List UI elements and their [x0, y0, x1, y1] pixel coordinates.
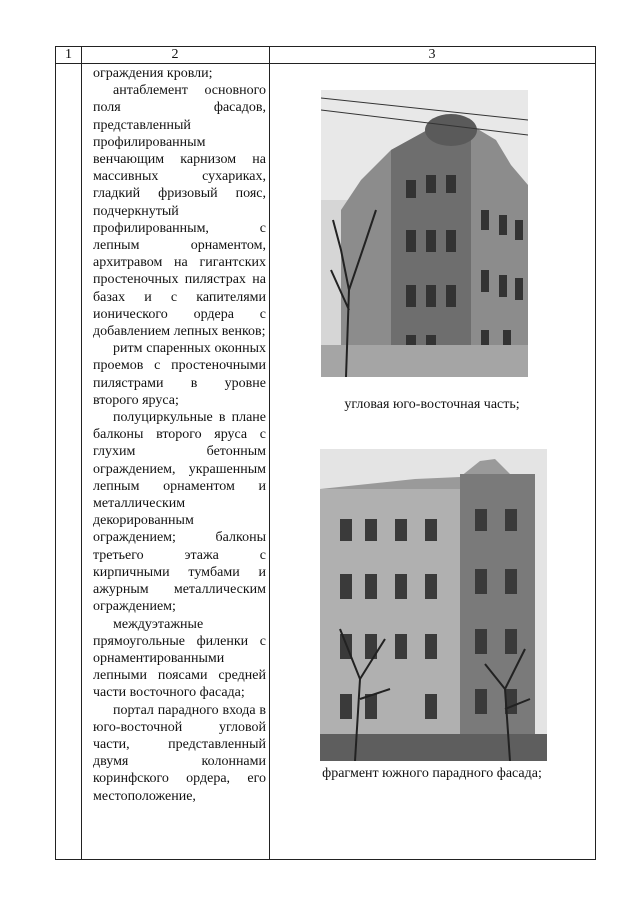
paragraph: антаблемент основного поля фасадов, представленный профилированным венчающим карнизом на массивных сухариках, гладкий фризовый пояс, подчеркнутый профилированным, с лепным орнаментом, архитравом на гигантских простеночных пилястрах на базах и с капителями ионического ордера с добавлением лепных венков;	[93, 83, 266, 340]
figure-caption: фрагмент южного парадного фасада;	[322, 766, 542, 781]
document-table	[55, 46, 596, 860]
paragraph: ограждения кровли;	[93, 66, 213, 81]
header-divider	[56, 63, 595, 64]
column-header-3: 3	[428, 47, 436, 62]
column-divider	[81, 47, 82, 859]
paragraph: портал парадного входа в юго-восточной угловой части, представленный двумя колоннами коринфского ордера, его местоположение,	[93, 702, 266, 804]
building-corner-photo	[321, 90, 528, 377]
column-header-2: 2	[171, 47, 179, 62]
description-text	[93, 65, 266, 805]
paragraph: ритм спаренных оконных проемов с простеночными пилястрами в уровне второго яруса;	[93, 341, 266, 408]
paragraph: междуэтажные прямоугольные филенки с орнаментированными лепными поясами средней части восточного фасада;	[93, 616, 266, 701]
south-facade-photo	[320, 449, 547, 761]
column-divider	[269, 47, 270, 859]
figure-caption: угловая юго-восточная часть;	[344, 397, 520, 412]
column-header-1: 1	[65, 47, 72, 62]
paragraph: полуциркульные в плане балконы второго яруса с глухим бетонным ограждением, украшенным лепным орнаментом и металлическим декорированным ограждением; балконы третьего этажа с кирпичными тумбами и ажурным металлическим ограждением;	[93, 410, 266, 615]
